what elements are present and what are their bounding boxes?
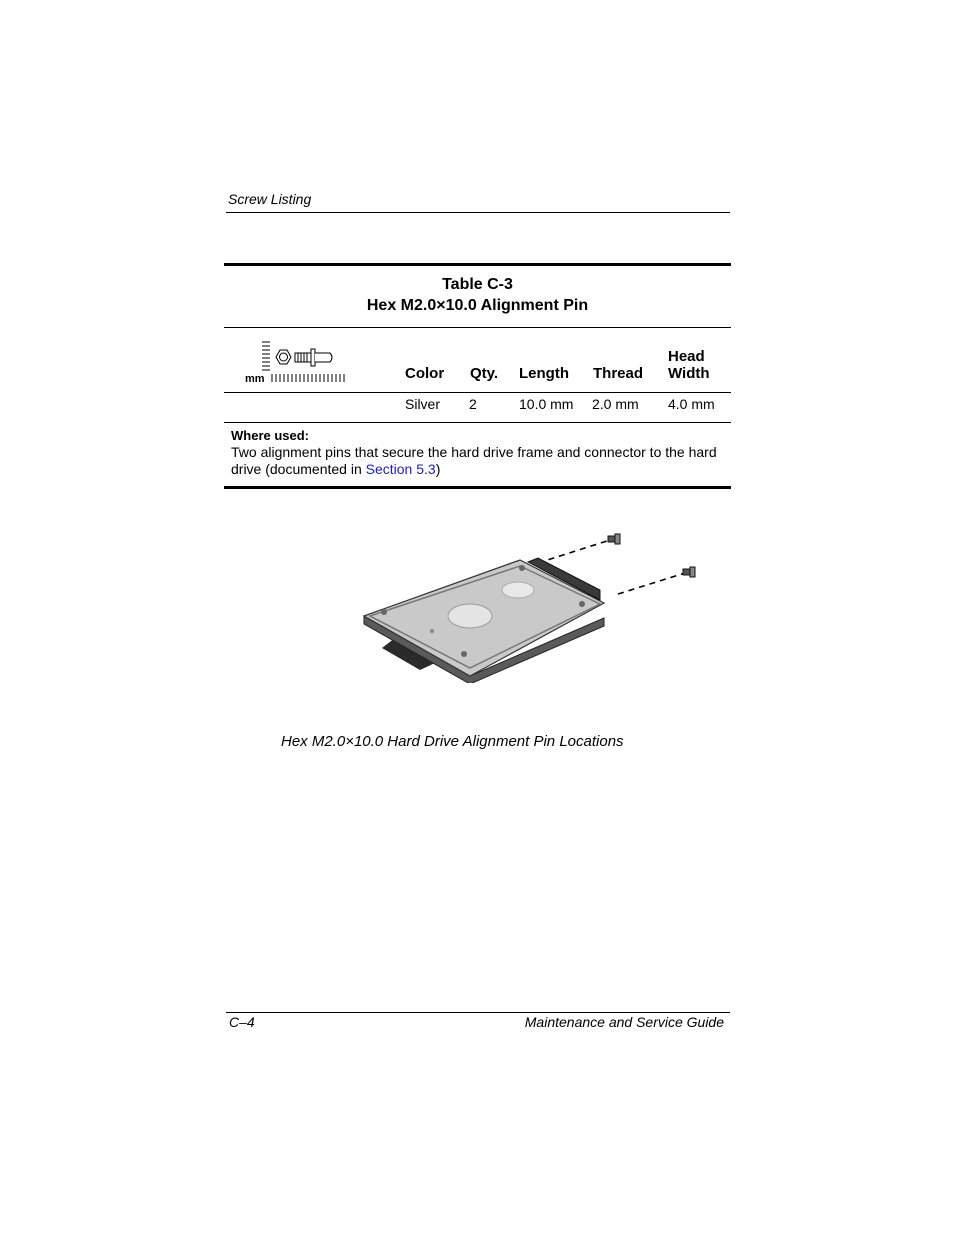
- cell-thread: 2.0 mm: [592, 396, 639, 412]
- col-header-head-width: [668, 348, 710, 382]
- figure-caption: Hex M2.0×10.0 Hard Drive Alignment Pin Locations: [281, 733, 624, 750]
- cell-head-width: 4.0 mm: [668, 396, 715, 412]
- alignment-pin-icon: [608, 534, 620, 544]
- ruler-units-label: mm: [245, 373, 265, 385]
- hard-drive-illustration: [360, 528, 705, 683]
- where-used-text-end: ): [435, 461, 441, 477]
- footer-rule: [226, 1012, 730, 1013]
- cell-color: Silver: [405, 396, 441, 412]
- where-used-block: [224, 423, 731, 486]
- section-link[interactable]: Section 5.3: [365, 461, 436, 477]
- table-number: Table C-3: [442, 276, 513, 293]
- col-header-qty: Qty.: [470, 365, 499, 382]
- cell-qty: 2: [469, 396, 477, 412]
- screw-table: [224, 263, 731, 489]
- col-header-width: Width: [668, 365, 710, 382]
- col-header-color: Color: [405, 365, 445, 382]
- table-title: [224, 266, 731, 327]
- where-used-text: [231, 444, 725, 478]
- table-header-row: [224, 328, 731, 392]
- table-bottom-rule: [224, 486, 731, 489]
- header-rule: [226, 212, 730, 213]
- cell-length: 10.0 mm: [519, 396, 574, 412]
- screw-icon: [244, 340, 354, 388]
- table-caption: Hex M2.0×10.0 Alignment Pin: [366, 297, 589, 314]
- guide-title: Maintenance and Service Guide: [524, 1014, 724, 1030]
- col-header-length: Length: [519, 365, 569, 382]
- where-used-text-start: Two alignment pins that secure the hard drive frame and connector to the hard drive (documented in: [231, 444, 717, 477]
- table-row: [224, 393, 731, 422]
- running-head: Screw Listing: [228, 191, 312, 207]
- col-header-thread: Thread: [593, 365, 644, 382]
- alignment-pin-icon: [683, 567, 695, 577]
- col-header-head: Head: [668, 348, 705, 365]
- page-number: C–4: [229, 1014, 255, 1030]
- where-used-label: Where used:: [231, 428, 310, 443]
